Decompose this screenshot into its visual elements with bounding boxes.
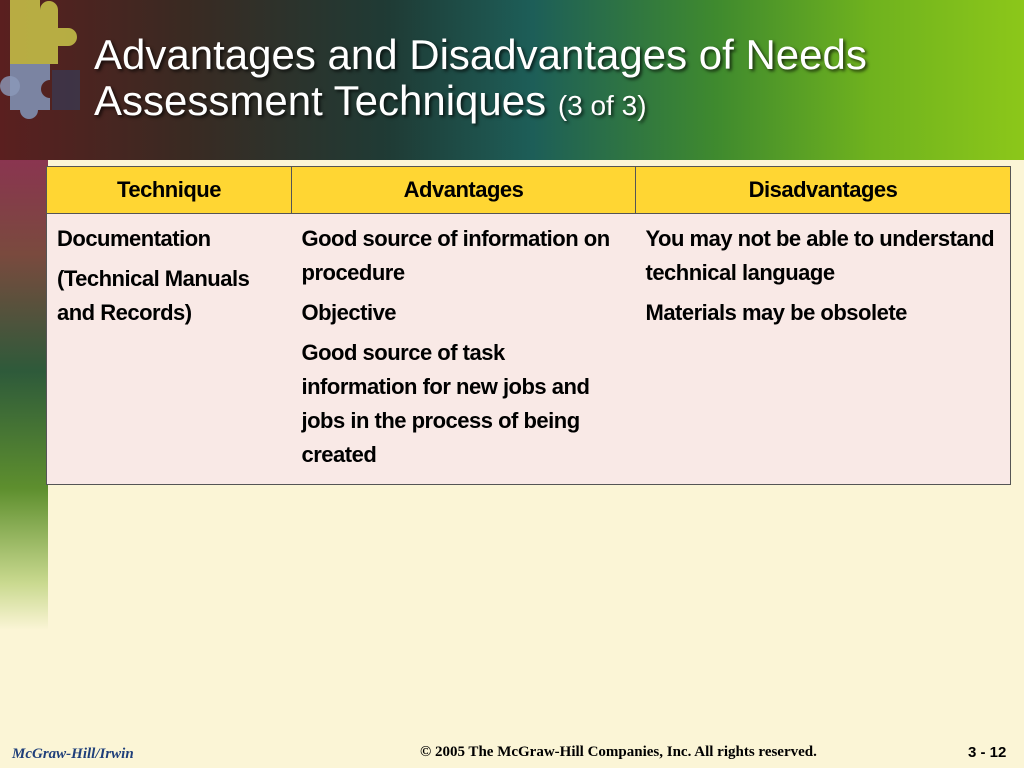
table-row xyxy=(47,214,1011,485)
puzzle-pieces-icon xyxy=(0,0,90,145)
left-gradient-strip xyxy=(0,160,48,630)
technique-name: Documentation xyxy=(57,226,211,251)
disadvantages-cell xyxy=(636,214,1011,485)
page-number: 3 - 12 xyxy=(968,744,1007,761)
advantage-item: Good source of task information for new jobs and jobs in the process of being created xyxy=(301,340,590,467)
technique-cell xyxy=(47,214,292,485)
advantages-cell xyxy=(292,214,636,485)
header-disadvantages: Disadvantages xyxy=(636,167,1011,214)
publisher-label: McGraw-Hill/Irwin xyxy=(12,746,134,762)
copyright-notice: © 2005 The McGraw-Hill Companies, Inc. All rights reserved. xyxy=(420,744,817,760)
disadvantage-item: You may not be able to understand technical language xyxy=(645,226,995,285)
slide-title xyxy=(94,32,994,129)
advantage-item: Good source of information on procedure xyxy=(301,226,610,285)
disadvantage-item: Materials may be obsolete xyxy=(645,300,907,325)
title-main: Advantages and Disadvantages of Needs Assessment Techniques xyxy=(94,31,867,124)
table-header-row xyxy=(47,167,1011,214)
title-sub: (3 of 3) xyxy=(557,90,647,121)
technique-detail: (Technical Manuals and Records) xyxy=(57,266,250,325)
header-advantages: Advantages xyxy=(292,167,636,214)
advantage-item: Objective xyxy=(301,300,397,325)
comparison-table xyxy=(46,166,1011,485)
header-technique: Technique xyxy=(47,167,292,214)
